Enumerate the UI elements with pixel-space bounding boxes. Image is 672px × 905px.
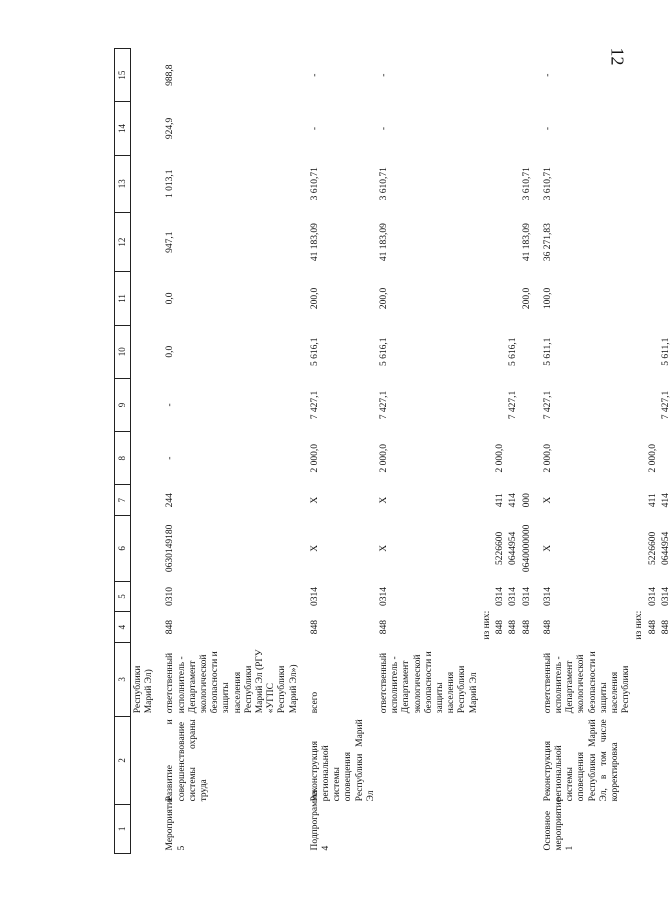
- budget-table: [114, 48, 672, 854]
- cell-col1: [506, 804, 519, 853]
- cell-col7: 411: [495, 493, 506, 508]
- cell-col15: -: [379, 73, 390, 77]
- col-header: 9: [115, 378, 131, 431]
- cell-col13: 1 013,1: [165, 169, 176, 199]
- cell-col13: [480, 155, 493, 212]
- cell-col15: -: [542, 73, 553, 77]
- cell-col9: -: [165, 403, 176, 407]
- cell-col4: 848: [660, 620, 671, 635]
- cell-col3: ответственный исполнитель - Департамент экологической безопасности и защиты населения Республики: [542, 651, 632, 714]
- col-header: 1: [115, 804, 131, 853]
- cell-col2: [646, 716, 659, 804]
- table-row: [155, 49, 299, 854]
- cell-col5: 0314: [521, 586, 532, 606]
- cell-col8: [506, 432, 519, 485]
- cell-col13: 3 610,71: [309, 167, 320, 201]
- table-row: [533, 49, 633, 854]
- cell-col1: [493, 804, 506, 853]
- cell-col9: 7 427,1: [508, 390, 519, 420]
- cell-col1: [377, 804, 480, 853]
- cell-col10: [520, 325, 533, 378]
- cell-col9: 7 427,1: [542, 390, 553, 420]
- cell-col14: [506, 102, 519, 155]
- col-header: 12: [115, 212, 131, 271]
- col-header: 10: [115, 325, 131, 378]
- cell-col11: [632, 272, 645, 325]
- cell-col11: [493, 272, 506, 325]
- cell-col2: [659, 716, 672, 804]
- cell-col1: [520, 804, 533, 853]
- cell-col1: [480, 804, 493, 853]
- col-header: 4: [115, 612, 131, 643]
- cell-col13: [646, 155, 659, 212]
- cell-col11: 0,0: [165, 292, 176, 305]
- cell-col3: [493, 643, 506, 717]
- cell-col5: 0314: [542, 586, 553, 606]
- cell-col7: 414: [660, 493, 671, 508]
- cell-col8: 2 000,0: [495, 443, 506, 473]
- cell-col5: 0314: [660, 586, 671, 606]
- cell-col10: 5 616,1: [508, 337, 519, 366]
- cell-col15: [493, 49, 506, 102]
- cell-col8: [632, 432, 645, 485]
- cell-col14: -: [379, 126, 390, 131]
- page-number: 12: [607, 47, 628, 66]
- cell-col14: [493, 102, 506, 155]
- cell-col5: [632, 581, 645, 612]
- cell-col3: ответственный исполнитель - Департамент экологической безопасности и защиты населения Республики Марий Эл (РГУ «УГПС Республики Марий Эл»): [165, 649, 299, 714]
- cell-col14: 924,9: [165, 117, 176, 140]
- cell-col10: 5 611,1: [542, 337, 553, 366]
- cell-col8: 2 000,0: [309, 443, 320, 473]
- cell-col10: [480, 325, 493, 378]
- cell-col10: [493, 325, 506, 378]
- cell-col5: 0310: [165, 586, 176, 606]
- cell-col13: [493, 155, 506, 212]
- cell-col4: 848: [309, 620, 320, 635]
- rotated-table-wrapper: [114, 48, 671, 854]
- cell-col13: 3 610,71: [542, 167, 553, 201]
- cell-col4: из них:: [634, 610, 645, 640]
- cell-col3: [506, 643, 519, 717]
- cell-col8: 2 000,0: [379, 443, 390, 473]
- cell-col5: 0314: [508, 586, 519, 606]
- cell-col2: [632, 716, 645, 804]
- cell-col11: 100,0: [542, 287, 553, 310]
- cell-col7: 414: [508, 493, 519, 508]
- col-header: 3: [115, 643, 131, 717]
- cell-col5: 0314: [379, 586, 390, 606]
- cell-col10: [646, 325, 659, 378]
- table-row: [480, 49, 493, 854]
- cell-col3: ответственный исполнитель - Департамент экологической безопасности и защиты населения Республики Марий Эл: [379, 651, 479, 714]
- cell-col1: [632, 804, 645, 853]
- cell-col6: 5226600: [495, 531, 506, 565]
- table-row: [300, 49, 377, 854]
- cell-col7: [480, 485, 493, 516]
- cell-col5: 0314: [495, 586, 506, 606]
- cell-col12: [480, 212, 493, 271]
- cell-col7: X: [542, 496, 553, 504]
- cell-col7: 411: [647, 493, 658, 508]
- cell-col14: [520, 102, 533, 155]
- cell-col11: [506, 272, 519, 325]
- cell-col11: [659, 272, 672, 325]
- cell-col8: -: [165, 456, 176, 460]
- cell-col5: [480, 581, 493, 612]
- cell-col4: 848: [495, 620, 506, 635]
- cell-col6: 0630149180: [165, 524, 176, 573]
- cell-col8: [520, 432, 533, 485]
- cell-col4: 848: [508, 620, 519, 635]
- col-header: 2: [115, 716, 131, 804]
- cell-col14: [632, 102, 645, 155]
- cell-col12: [493, 212, 506, 271]
- cell-col12: 41 183,09: [379, 223, 390, 262]
- col-header: 14: [115, 102, 131, 155]
- cell-col3: всего: [309, 691, 320, 714]
- cell-col7: X: [379, 496, 390, 504]
- table-row: [506, 49, 519, 854]
- cell-col4: из них:: [481, 610, 492, 640]
- cell-col6: [480, 516, 493, 582]
- cell-col13: 3 610,71: [521, 167, 532, 201]
- cell-col15: [632, 49, 645, 102]
- cell-col15: [480, 49, 493, 102]
- cell-col14: -: [542, 126, 553, 131]
- cell-col1: [659, 804, 672, 853]
- col-header: 15: [115, 49, 131, 102]
- cell-col15: 988,8: [165, 64, 176, 86]
- cell-col3: [646, 643, 659, 717]
- cell-col4: 848: [542, 620, 553, 635]
- cell-col6: 0640000000: [521, 524, 532, 573]
- col-header: 6: [115, 516, 131, 582]
- cell-col1: Основное мероприятие 1: [542, 798, 576, 851]
- cell-col6: X: [542, 544, 553, 552]
- cell-col9: [646, 378, 659, 431]
- cell-col7: [632, 485, 645, 516]
- cell-col10: 0,0: [165, 345, 176, 358]
- cell-col10: 5 611,1: [660, 337, 671, 366]
- cell-col2: [493, 716, 506, 804]
- cell-col13: [506, 155, 519, 212]
- cell-col14: [659, 102, 672, 155]
- cell-col2: [506, 716, 519, 804]
- cell-col10: [632, 325, 645, 378]
- cell-col12: [659, 212, 672, 271]
- cell-col3: [480, 643, 493, 717]
- cell-col10: 5 616,1: [379, 337, 390, 366]
- cell-col11: 200,0: [521, 287, 532, 310]
- cell-col3: [659, 643, 672, 717]
- cell-col10: 5 616,1: [309, 337, 320, 366]
- cell-col15: -: [309, 73, 320, 77]
- cell-col2: Реконструкция региональной системы оповещения Республики Марий Эл, в том числе корректировка: [542, 719, 620, 802]
- cell-col6: X: [309, 544, 320, 552]
- cell-col15: [506, 49, 519, 102]
- cell-col9: [632, 378, 645, 431]
- col-header: 11: [115, 272, 131, 325]
- cell-col2: [520, 716, 533, 804]
- cell-col12: 41 183,09: [521, 223, 532, 262]
- cell-col3: Республики Марий Эл): [133, 665, 155, 714]
- cell-col3: [632, 643, 645, 717]
- cell-col6: 0644954: [508, 531, 519, 565]
- cell-col1: Подпрограмма 4: [309, 790, 332, 851]
- cell-col6: [632, 516, 645, 582]
- cell-col13: 3 610,71: [379, 167, 390, 201]
- cell-col9: 7 427,1: [379, 390, 390, 420]
- cell-col12: [506, 212, 519, 271]
- cell-col9: [480, 378, 493, 431]
- table-row: [632, 49, 645, 854]
- cell-col7: 244: [165, 493, 176, 508]
- cell-col14: [646, 102, 659, 155]
- cell-col14: -: [309, 126, 320, 131]
- cell-col1: Мероприятие 5: [165, 795, 187, 851]
- cell-col11: [480, 272, 493, 325]
- cell-col9: [493, 378, 506, 431]
- col-header: 13: [115, 155, 131, 212]
- cell-col2: [480, 716, 493, 804]
- cell-col15: [520, 49, 533, 102]
- table-row: [520, 49, 533, 854]
- cell-col8: [659, 432, 672, 485]
- cell-col14: [480, 102, 493, 155]
- cell-col11: 200,0: [309, 287, 320, 310]
- cell-col12: 947,1: [165, 231, 176, 253]
- cell-col6: X: [379, 544, 390, 552]
- cell-col4: 848: [647, 620, 658, 635]
- cell-col6: 5226600: [647, 531, 658, 565]
- table-row: [493, 49, 506, 854]
- cell-col6: 0644954: [660, 531, 671, 565]
- cell-col3: [520, 643, 533, 717]
- col-header: 8: [115, 432, 131, 485]
- cell-col12: [646, 212, 659, 271]
- cell-col2: Развитие и совершенствование системы охраны труда: [165, 719, 210, 802]
- header-row: [115, 49, 131, 854]
- cell-col5: 0314: [309, 586, 320, 606]
- table-row: [131, 49, 156, 854]
- cell-col13: [632, 155, 645, 212]
- cell-col8: 2 000,0: [542, 443, 553, 473]
- table-row: [659, 49, 672, 854]
- col-header: 5: [115, 581, 131, 612]
- cell-col5: 0314: [647, 586, 658, 606]
- cell-col4: 848: [521, 620, 532, 635]
- cell-col2: Реконструкция региональной системы оповещения Республики Марий Эл: [309, 719, 376, 802]
- cell-col13: [659, 155, 672, 212]
- cell-col12: 41 183,09: [309, 223, 320, 262]
- cell-col2: [377, 716, 480, 804]
- cell-col4: 848: [379, 620, 390, 635]
- col-header: 7: [115, 485, 131, 516]
- cell-col15: [659, 49, 672, 102]
- cell-col12: [632, 212, 645, 271]
- table-body: [131, 49, 672, 854]
- cell-col1: [646, 804, 659, 853]
- table-row: [377, 49, 480, 854]
- cell-col9: [520, 378, 533, 431]
- cell-col8: 2 000,0: [647, 443, 658, 473]
- table-row: [646, 49, 659, 854]
- cell-col11: 200,0: [379, 287, 390, 310]
- cell-col8: [480, 432, 493, 485]
- cell-col4: 848: [165, 620, 176, 635]
- cell-col9: 7 427,1: [309, 390, 320, 420]
- cell-col15: [646, 49, 659, 102]
- cell-col9: 7 427,1: [660, 390, 671, 420]
- cell-col7: 000: [521, 493, 532, 508]
- cell-col12: 36 271,83: [542, 223, 553, 262]
- cell-col11: [646, 272, 659, 325]
- cell-col7: X: [309, 496, 320, 504]
